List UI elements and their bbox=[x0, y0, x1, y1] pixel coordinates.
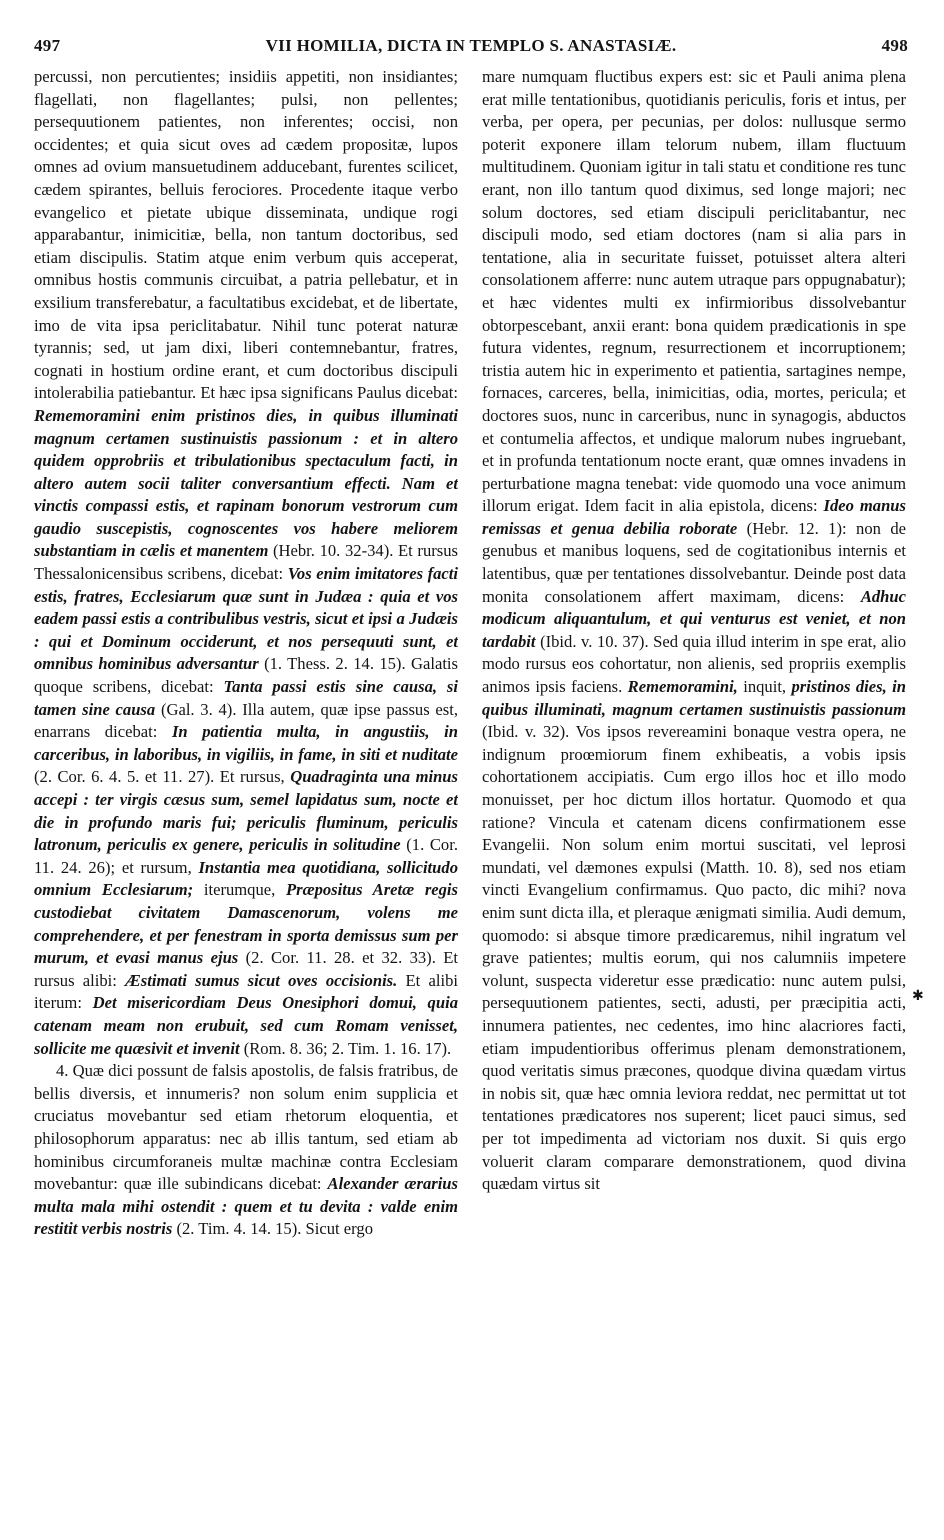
quoted-scripture-text: Ideo manus remissas et genua debilia roborate bbox=[482, 496, 906, 538]
body-text: (Hebr. 12. 1): non de genubus et manibus loquens, sed de cogitationibus internis et latentibus, quæ per tentationes dissolvebantur. Deinde post data monita consolationem affert maximam, dicens: bbox=[482, 518, 906, 606]
running-head bbox=[34, 36, 908, 60]
quoted-scripture-text: Rememoramini, bbox=[627, 677, 738, 697]
quoted-scripture-text: Det misericordiam Deus Onesiphori domui, quia catenam meam non erubuit, sed cum Romam venisset, sollicite me quæsivit et invenit bbox=[34, 993, 458, 1058]
body-text: 4. Quæ dici possunt de falsis apostolis, de falsis fratribus, de bellis diversis, et innumeris? non solum enim supplicia et cruciatus movebantur sed etiam rhetorum eloquentia, et philosophorum apparatus: nec ab illis tantum, sed etiam ab hominibus circumforaneis multæ machinæ contra Ecclesiam movebantur: quæ ille subindicans dicebat: bbox=[34, 1061, 458, 1194]
left-column bbox=[34, 66, 458, 1526]
quoted-scripture-text: Æstimati sumus sicut oves occisionis. bbox=[125, 970, 398, 990]
body-text: (Gal. 3. 4). Illa autem, quæ ipse passus est, enarrans dicebat: bbox=[34, 699, 458, 742]
right-column bbox=[482, 66, 906, 1526]
page-number-left: 497 bbox=[34, 36, 61, 55]
body-text: (Rom. 8. 36; 2. Tim. 1. 16. 17). bbox=[239, 1038, 452, 1058]
quoted-scripture-text: Tanta passi estis sine causa, si tamen sine causa bbox=[34, 677, 458, 719]
running-title: VII HOMILIA, DICTA IN TEMPLO S. ANASTASIÆ. bbox=[265, 36, 677, 55]
margin-asterisk-mark: ✱ bbox=[912, 989, 924, 1004]
quoted-scripture-text: Adhuc modicum aliquantulum, et qui venturus est veniet, et non tardabit bbox=[482, 586, 906, 651]
quoted-scripture-text: Alexander ærarius multa mala mihi ostendit : quem et tu devita : valde enim restitit verbis nostris bbox=[34, 1174, 458, 1239]
body-text: (Hebr. 10. 32-34). Et rursus Thessalonicensibus scribens, dicebat: bbox=[34, 541, 458, 584]
quoted-scripture-text: Vos enim imitatores facti estis, fratres, Ecclesiarum quæ sunt in Judæa : quia et vos eadem passi estis a contribulibus vestris, sicut et ipsi a Judæis : qui et Dominum occiderunt, et nos persequuti sunt, et omnibus hominibus adversantur bbox=[34, 564, 458, 674]
body-text: Et alibi iterum: bbox=[34, 970, 458, 1013]
body-text: (2. Cor. 11. 28. et 32. 33). Et rursus alibi: bbox=[34, 948, 458, 990]
body-text: (Ibid. v. 10. 37). Sed quia illud interim in spe erat, alio modo rursus eos cohortatur, non alienis, sed propriis exemplis animos ipsis faciens. bbox=[482, 631, 906, 697]
body-text: (Ibid. v. 32). Vos ipsos revereamini bonaque vestra opera, ne indignum proœmiorum finem exhibeatis, a vobis ipsis cohortationem accipiatis. Cum ergo illos hoc et illo modo monuisset, per hoc dictum illos hortatur. Quomodo et qua ratione? Vincula et catenam dicens confirmationem esse Evangelii. Non solum enim mortui suscitati, vel leprosi mundati, vel dæmones expulsi (Matth. 10. 8), sed nos etiam vincti Evangelium confirmamus. Quo pacto, dic mihi? nova enim sunt dicta illa, et pleraque ænigmati similia. Audi demum, quomodo: si absque timore prædicaremus, nihil ingratum vel grave patientes; multis eorum, qui nos calumniis impetere volunt, suspecta videretur esse prædicatio: nunc autem pulsi, persequutionem patientes, secti, adusti, per præcipitia acti, innumera patientes, nec cedentes, imo hinc alacriores facti, etiam impudentioribus offerimus plenam demonstrationem, quod veritatis simus præcones, quodque divina quædam virtus in nobis sit, quæ hæc omnia leviora reddat, nec permittat ut tot tentationes prædicatores nos superent; licet pauci simus, sed per tot impedimenta ad victoriam nos duxit. Si quis ergo voluerit claram comparare demonstrationem, quod divina quædam virtus sit bbox=[482, 722, 906, 1194]
quoted-scripture-text: Præpositus Aretæ regis custodiebat civitatem Damascenorum, volens me comprehendere, et per fenestram in sporta demissus sum per murum, et evasi manus ejus bbox=[34, 880, 458, 968]
body-text: inquit, bbox=[737, 677, 792, 697]
paragraph bbox=[482, 66, 906, 1196]
body-text: (1. Cor. 11. 24. 26); et rursum, bbox=[34, 835, 458, 877]
quoted-scripture-text: Instantia mea quotidiana, sollicitudo omnium Ecclesiarum; bbox=[34, 857, 458, 900]
quoted-scripture-text: Rememoramini enim pristinos dies, in quibus illuminati magnum certamen sustinuistis passionum : et in altero quidem opprobriis et tribulationibus spectaculum facti, in altero autem socii taliter conversantium effecti. Nam et vinctis compassi estis, et rapinam bonorum vestrorum cum gaudio suscepistis, cognoscentes vos habere meliorem substantiam in cælis et manentem bbox=[34, 405, 458, 561]
paragraph bbox=[34, 1060, 458, 1241]
page-number-right: 498 bbox=[881, 36, 908, 55]
quoted-scripture-text: Quadraginta una minus accepi : ter virgis cæsus sum, semel lapidatus sum, nocte et die in profundo maris fui; periculis fluminum, periculis latronum, periculis ex genere, periculis in solitudine bbox=[34, 767, 458, 855]
body-text: iterumque, bbox=[193, 880, 286, 900]
quoted-scripture-text: In patientia multa, in angustiis, in carceribus, in laboribus, in vigiliis, in fame, in siti et nuditate bbox=[34, 722, 458, 764]
body-text: percussi, non percutientes; insidiis appetiti, non insidiantes; flagellati, non flagellantes; pulsi, non pellentes; persequutionem patientes, non inferentes; occisi, non occidentes; et quia sicut oves ad cædem propositæ, lupos omnes ad ovium mansuetudinem adducebant, furentes scilicet, cædem spirantes, belluis ferociores. Procedente itaque verbo evangelico et pietate ubique disseminata, undique rogi apparabantur, inimicitiæ, bella, non tantum doctoribus, sed etiam discipulis. Statim atque enim verbum quis acceperat, omnibus hostis communis circuibat, a patria pellebatur, et in exsilium transferebatur, a facultatibus excidebat, et de libertate, imo de vita ipsa periclitabatur. Nihil tunc poterat naturæ tyrannis; sed, ut jam dixi, liberi contemnebantur, fratres, cognati in hostium ordine erant, et cum doctoribus discipuli intolerabilia patiebantur. Et hæc ipsa significans Paulus dicebat: bbox=[34, 67, 458, 403]
quoted-scripture-text: pristinos dies, in quibus illuminati, magnum certamen sustinuistis passionum bbox=[482, 677, 906, 719]
paragraph bbox=[34, 66, 458, 1060]
body-text: (1. Thess. 2. 14. 15). Galatis quoque scribens, dicebat: bbox=[34, 654, 458, 697]
body-text: mare numquam fluctibus expers est: sic et Pauli anima plena erat mille tentationibus, quotidianis periculis, foris et intus, per verba, per opera, per pecunias, per dolos: nullusque sermo poterit exponere illam telorum nubem, illam fluctuum multitudinem. Quoniam igitur in tali statu et conditione res tunc erant, non illo tantum quod diximus, sed longe majori; nec solum doctores, sed etiam discipuli periclitabantur, nec discipuli modo, sed etiam doctores (nam si alia pars in tentatione, alia in securitate fuisset, potuisset altera alteri consolationem afferre: nunc autem utraque pars oppugnabatur); et hæc videntes multi ex infirmioribus dissolvebantur obtorpescebant, anxii erant: bona quidem prædicationis in spe futura videntes, regnum, resurrectionem et incorruptionem; tristia autem hic in experimento et patientia, sartagines nempe, fornaces, carceres, bella, inimicitias, odia, mortes, pericula; et doctores suos, nunc in carceribus, nunc in synagogis, abductos et contumelia affectos, et undique malorum nubes ingruebant, et in profunda tentationum nocte erant, quæ omnes invadens in perturbatione magna tenebat: vide quomodo una voce animum illorum erigat. Idem facit in alia epistola, dicens: bbox=[482, 67, 906, 516]
body-text: (2. Cor. 6. 4. 5. et 11. 27). Et rursus, bbox=[34, 767, 291, 787]
body-text: (2. Tim. 4. 14. 15). Sicut ergo bbox=[172, 1219, 373, 1239]
